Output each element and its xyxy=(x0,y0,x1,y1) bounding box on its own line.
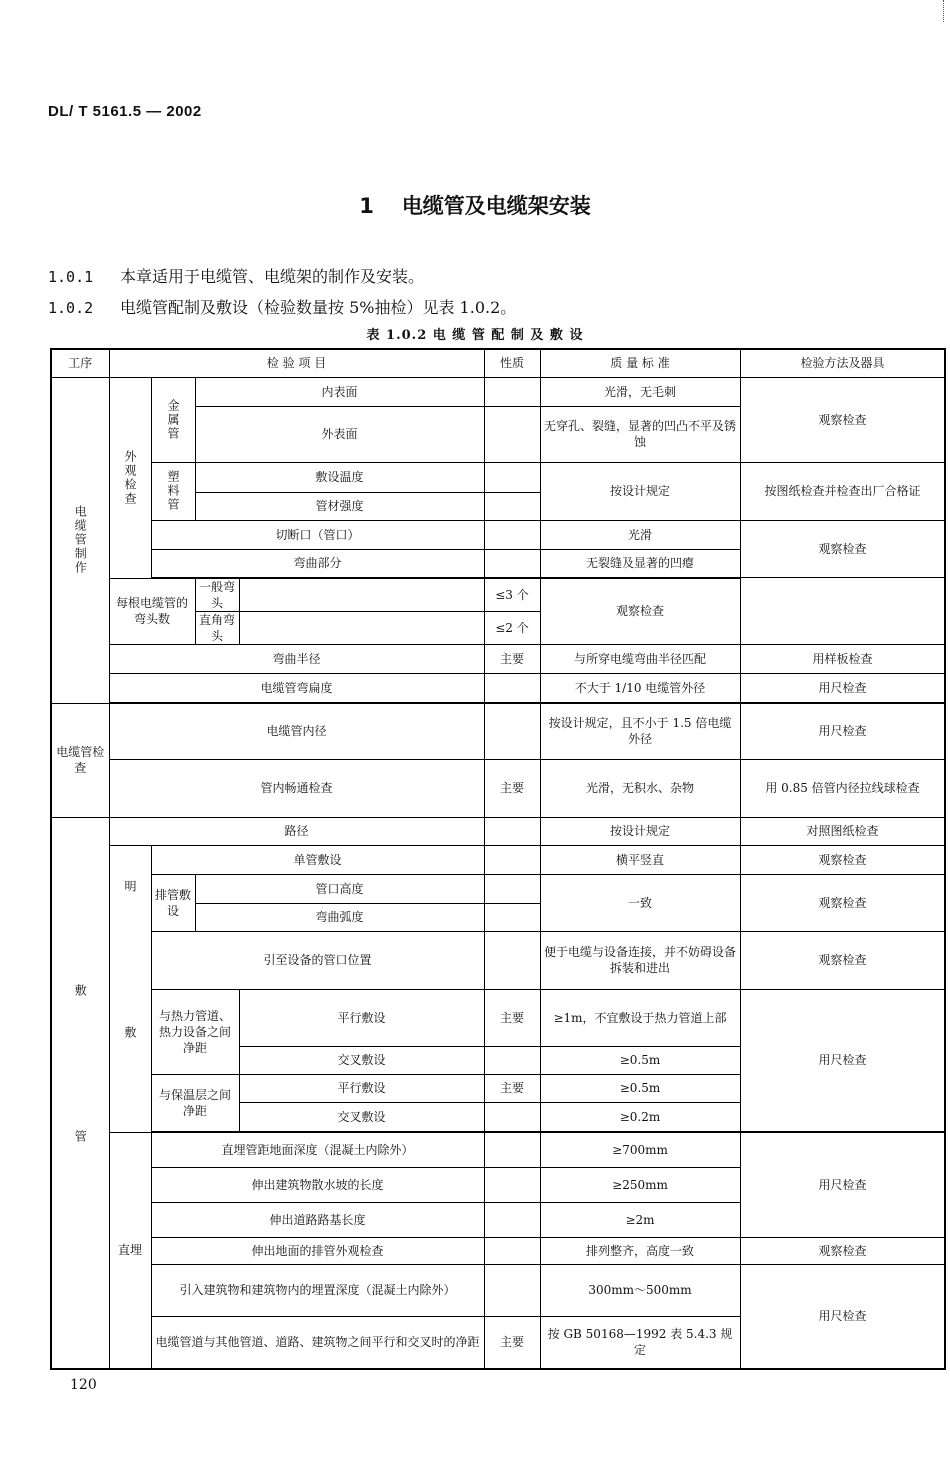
table-row xyxy=(51,989,945,1046)
nature-cell xyxy=(484,673,540,702)
group-insul: 与保温层之间净距 xyxy=(151,1074,239,1131)
table-row xyxy=(51,759,945,817)
item-cell: 弯曲部分 xyxy=(151,549,484,577)
nature-cell xyxy=(484,903,540,931)
standard-cell: 与所穿电缆弯曲半径匹配 xyxy=(540,644,740,673)
table-row xyxy=(51,673,945,702)
table-row xyxy=(51,1264,945,1316)
group-heat: 与热力管道、热力设备之间净距 xyxy=(151,989,239,1074)
standard-cell: ≥700mm xyxy=(540,1132,740,1167)
table-row xyxy=(51,874,945,903)
item-cell: 外表面 xyxy=(195,406,484,462)
nature-cell xyxy=(484,1132,540,1167)
standard-cell: ≥0.5m xyxy=(540,1046,740,1074)
col-method: 检验方法及器具 xyxy=(740,349,945,377)
item-cell: 直埋管距地面深度（混凝土内除外） xyxy=(151,1132,484,1167)
clause-1-0-2 xyxy=(48,295,516,318)
standard-cell: 按 GB 50168—1992 表 5.4.3 规定 xyxy=(540,1316,740,1369)
table-row xyxy=(51,931,945,989)
item-cell: 交叉敷设 xyxy=(239,1102,484,1131)
standard-cell: 按设计规定 xyxy=(540,817,740,845)
nature-cell xyxy=(484,462,540,492)
nature-cell xyxy=(484,1202,540,1237)
col-process: 工序 xyxy=(51,349,109,377)
method-cell: 观察检查 xyxy=(540,578,740,644)
standard-cell: 横平竖直 xyxy=(540,845,740,874)
col-standard: 质 量 标 准 xyxy=(540,349,740,377)
standard-cell: 无穿孔、裂缝，显著的凹凸不平及锈蚀 xyxy=(540,406,740,462)
group-arrange: 排管敷设 xyxy=(151,874,195,931)
standard-code: DL/ T 5161.5 — 2002 xyxy=(48,103,202,120)
nature-cell xyxy=(484,703,540,759)
standard-cell: 按设计规定，且不小于 1.5 倍电缆外径 xyxy=(540,703,740,759)
standard-cell: 300mm～500mm xyxy=(540,1264,740,1316)
method-cell: 观察检查 xyxy=(740,931,945,989)
clause-text: 本章适用于电缆管、电缆架的制作及安装。 xyxy=(120,267,425,286)
nature-cell: 主要 xyxy=(484,644,540,673)
table-row xyxy=(51,817,945,845)
table-row xyxy=(51,578,945,611)
group-plastic: 塑料管 xyxy=(151,462,195,520)
method-cell: 用 0.85 倍管内径拉线球检查 xyxy=(740,759,945,817)
nature-cell xyxy=(484,931,540,989)
standard-cell: 无裂缝及显著的凹瘪 xyxy=(540,549,740,577)
method-cell: 观察检查 xyxy=(740,377,945,462)
clause-text: 电缆管配制及敷设（检验数量按 5%抽检）见表 1.0.2。 xyxy=(120,298,517,317)
item-cell: 电缆管内径 xyxy=(109,703,484,759)
group-check: 电缆管检查 xyxy=(51,703,109,817)
item-cell: 伸出道路路基长度 xyxy=(151,1202,484,1237)
clause-number: 1.0.1 xyxy=(48,268,94,286)
item-cell: 伸出建筑物散水坡的长度 xyxy=(151,1167,484,1202)
table-row xyxy=(51,377,945,406)
item-cell: 切断口（管口） xyxy=(151,520,484,549)
method-cell: 观察检查 xyxy=(740,845,945,874)
item-cell: 平行敷设 xyxy=(239,989,484,1046)
nature-cell xyxy=(484,1264,540,1316)
group-metal: 金属管 xyxy=(151,377,195,462)
clause-1-0-1 xyxy=(48,264,424,287)
nature-cell xyxy=(239,578,484,611)
standard-cell: ≥250mm xyxy=(540,1167,740,1202)
standard-cell: 光滑 xyxy=(540,520,740,549)
nature-cell xyxy=(484,817,540,845)
item-cell: 弯曲半径 xyxy=(109,644,484,673)
item-cell: 管口高度 xyxy=(195,874,484,903)
method-cell: 用尺检查 xyxy=(740,1264,945,1369)
item-cell: 单管敷设 xyxy=(151,845,484,874)
scan-mark xyxy=(943,0,946,22)
group-buried: 直埋 xyxy=(109,1132,151,1369)
item-cell: 内表面 xyxy=(195,377,484,406)
standard-cell: 一致 xyxy=(540,874,740,931)
standard-cell: 排列整齐，高度一致 xyxy=(540,1237,740,1264)
table-row xyxy=(51,520,945,549)
standard-cell: ≥2m xyxy=(540,1202,740,1237)
standard-cell: ≤3 个 xyxy=(484,578,540,611)
chapter-number: 1 xyxy=(359,194,374,218)
method-cell: 用尺检查 xyxy=(740,703,945,759)
item-cell: 弯曲弧度 xyxy=(195,903,484,931)
item-cell: 管内畅通检查 xyxy=(109,759,484,817)
method-cell: 按图纸检查并检查出厂合格证 xyxy=(740,462,945,520)
item-cell: 管材强度 xyxy=(195,492,484,520)
item-cell: 路径 xyxy=(109,817,484,845)
chapter-title xyxy=(0,190,950,220)
nature-cell xyxy=(239,611,484,644)
nature-cell xyxy=(484,1102,540,1131)
nature-cell xyxy=(484,377,540,406)
nature-cell: 主要 xyxy=(484,989,540,1046)
nature-cell: 主要 xyxy=(484,1316,540,1369)
page-number: 120 xyxy=(70,1377,97,1393)
col-item: 检 验 项 目 xyxy=(109,349,484,377)
standard-cell: ≥1m，不宜敷设于热力管道上部 xyxy=(540,989,740,1046)
nature-cell xyxy=(484,492,540,520)
nature-cell: 主要 xyxy=(484,1074,540,1102)
nature-cell: 主要 xyxy=(484,759,540,817)
method-cell: 用尺检查 xyxy=(740,673,945,702)
group-make: 电缆管制作 xyxy=(51,377,109,703)
method-cell: 观察检查 xyxy=(740,520,945,577)
table-row xyxy=(51,462,945,492)
method-cell: 用尺检查 xyxy=(740,1132,945,1237)
group-bends: 每根电缆管的弯头数 xyxy=(109,578,195,644)
nature-cell xyxy=(484,1237,540,1264)
nature-cell xyxy=(484,406,540,462)
method-cell: 对照图纸检查 xyxy=(740,817,945,845)
item-cell: 伸出地面的排管外观检查 xyxy=(151,1237,484,1264)
group-appearance: 外观检查 xyxy=(109,377,151,578)
table-row xyxy=(51,845,945,874)
table-row xyxy=(51,1237,945,1264)
inspection-table xyxy=(50,348,946,1370)
item-cell: 直角弯头 xyxy=(195,611,239,644)
col-nature: 性质 xyxy=(484,349,540,377)
item-cell: 交叉敷设 xyxy=(239,1046,484,1074)
nature-cell xyxy=(484,874,540,903)
nature-cell xyxy=(484,1167,540,1202)
method-cell: 观察检查 xyxy=(740,874,945,931)
standard-cell: 不大于 1/10 电缆管外径 xyxy=(540,673,740,702)
header-row xyxy=(51,349,945,377)
standard-cell: 光滑，无积水、杂物 xyxy=(540,759,740,817)
table-row xyxy=(51,1132,945,1167)
table-caption: 表 1.0.2 电 缆 管 配 制 及 敷 设 xyxy=(366,328,584,343)
item-cell: 引至设备的管口位置 xyxy=(151,931,484,989)
nature-cell xyxy=(484,1046,540,1074)
standard-cell: ≥0.2m xyxy=(540,1102,740,1131)
group-lay: 敷 管 xyxy=(51,817,109,1369)
nature-cell xyxy=(484,520,540,549)
standard-cell: 光滑，无毛刺 xyxy=(540,377,740,406)
method-cell: 用样板检查 xyxy=(740,644,945,673)
method-cell: 用尺检查 xyxy=(740,989,945,1131)
nature-cell xyxy=(484,549,540,577)
nature-cell xyxy=(484,845,540,874)
table-row xyxy=(51,644,945,673)
standard-cell: 按设计规定 xyxy=(540,462,740,520)
group-exposed: 明 敷 xyxy=(109,845,151,1132)
table-row xyxy=(51,703,945,759)
standard-cell: ≤2 个 xyxy=(484,611,540,644)
method-cell: 观察检查 xyxy=(740,1237,945,1264)
item-cell: 一般弯头 xyxy=(195,578,239,611)
clause-number: 1.0.2 xyxy=(48,299,94,317)
item-cell: 平行敷设 xyxy=(239,1074,484,1102)
item-cell: 引入建筑物和建筑物内的埋置深度（混凝土内除外） xyxy=(151,1264,484,1316)
chapter-title-text: 电缆管及电缆架安装 xyxy=(401,194,591,218)
item-cell: 敷设温度 xyxy=(195,462,484,492)
standard-cell: 便于电缆与设备连接，并不妨碍设备拆装和进出 xyxy=(540,931,740,989)
item-cell: 电缆管弯扁度 xyxy=(109,673,484,702)
standard-cell: ≥0.5m xyxy=(540,1074,740,1102)
item-cell: 电缆管道与其他管道、道路、建筑物之间平行和交叉时的净距 xyxy=(151,1316,484,1369)
